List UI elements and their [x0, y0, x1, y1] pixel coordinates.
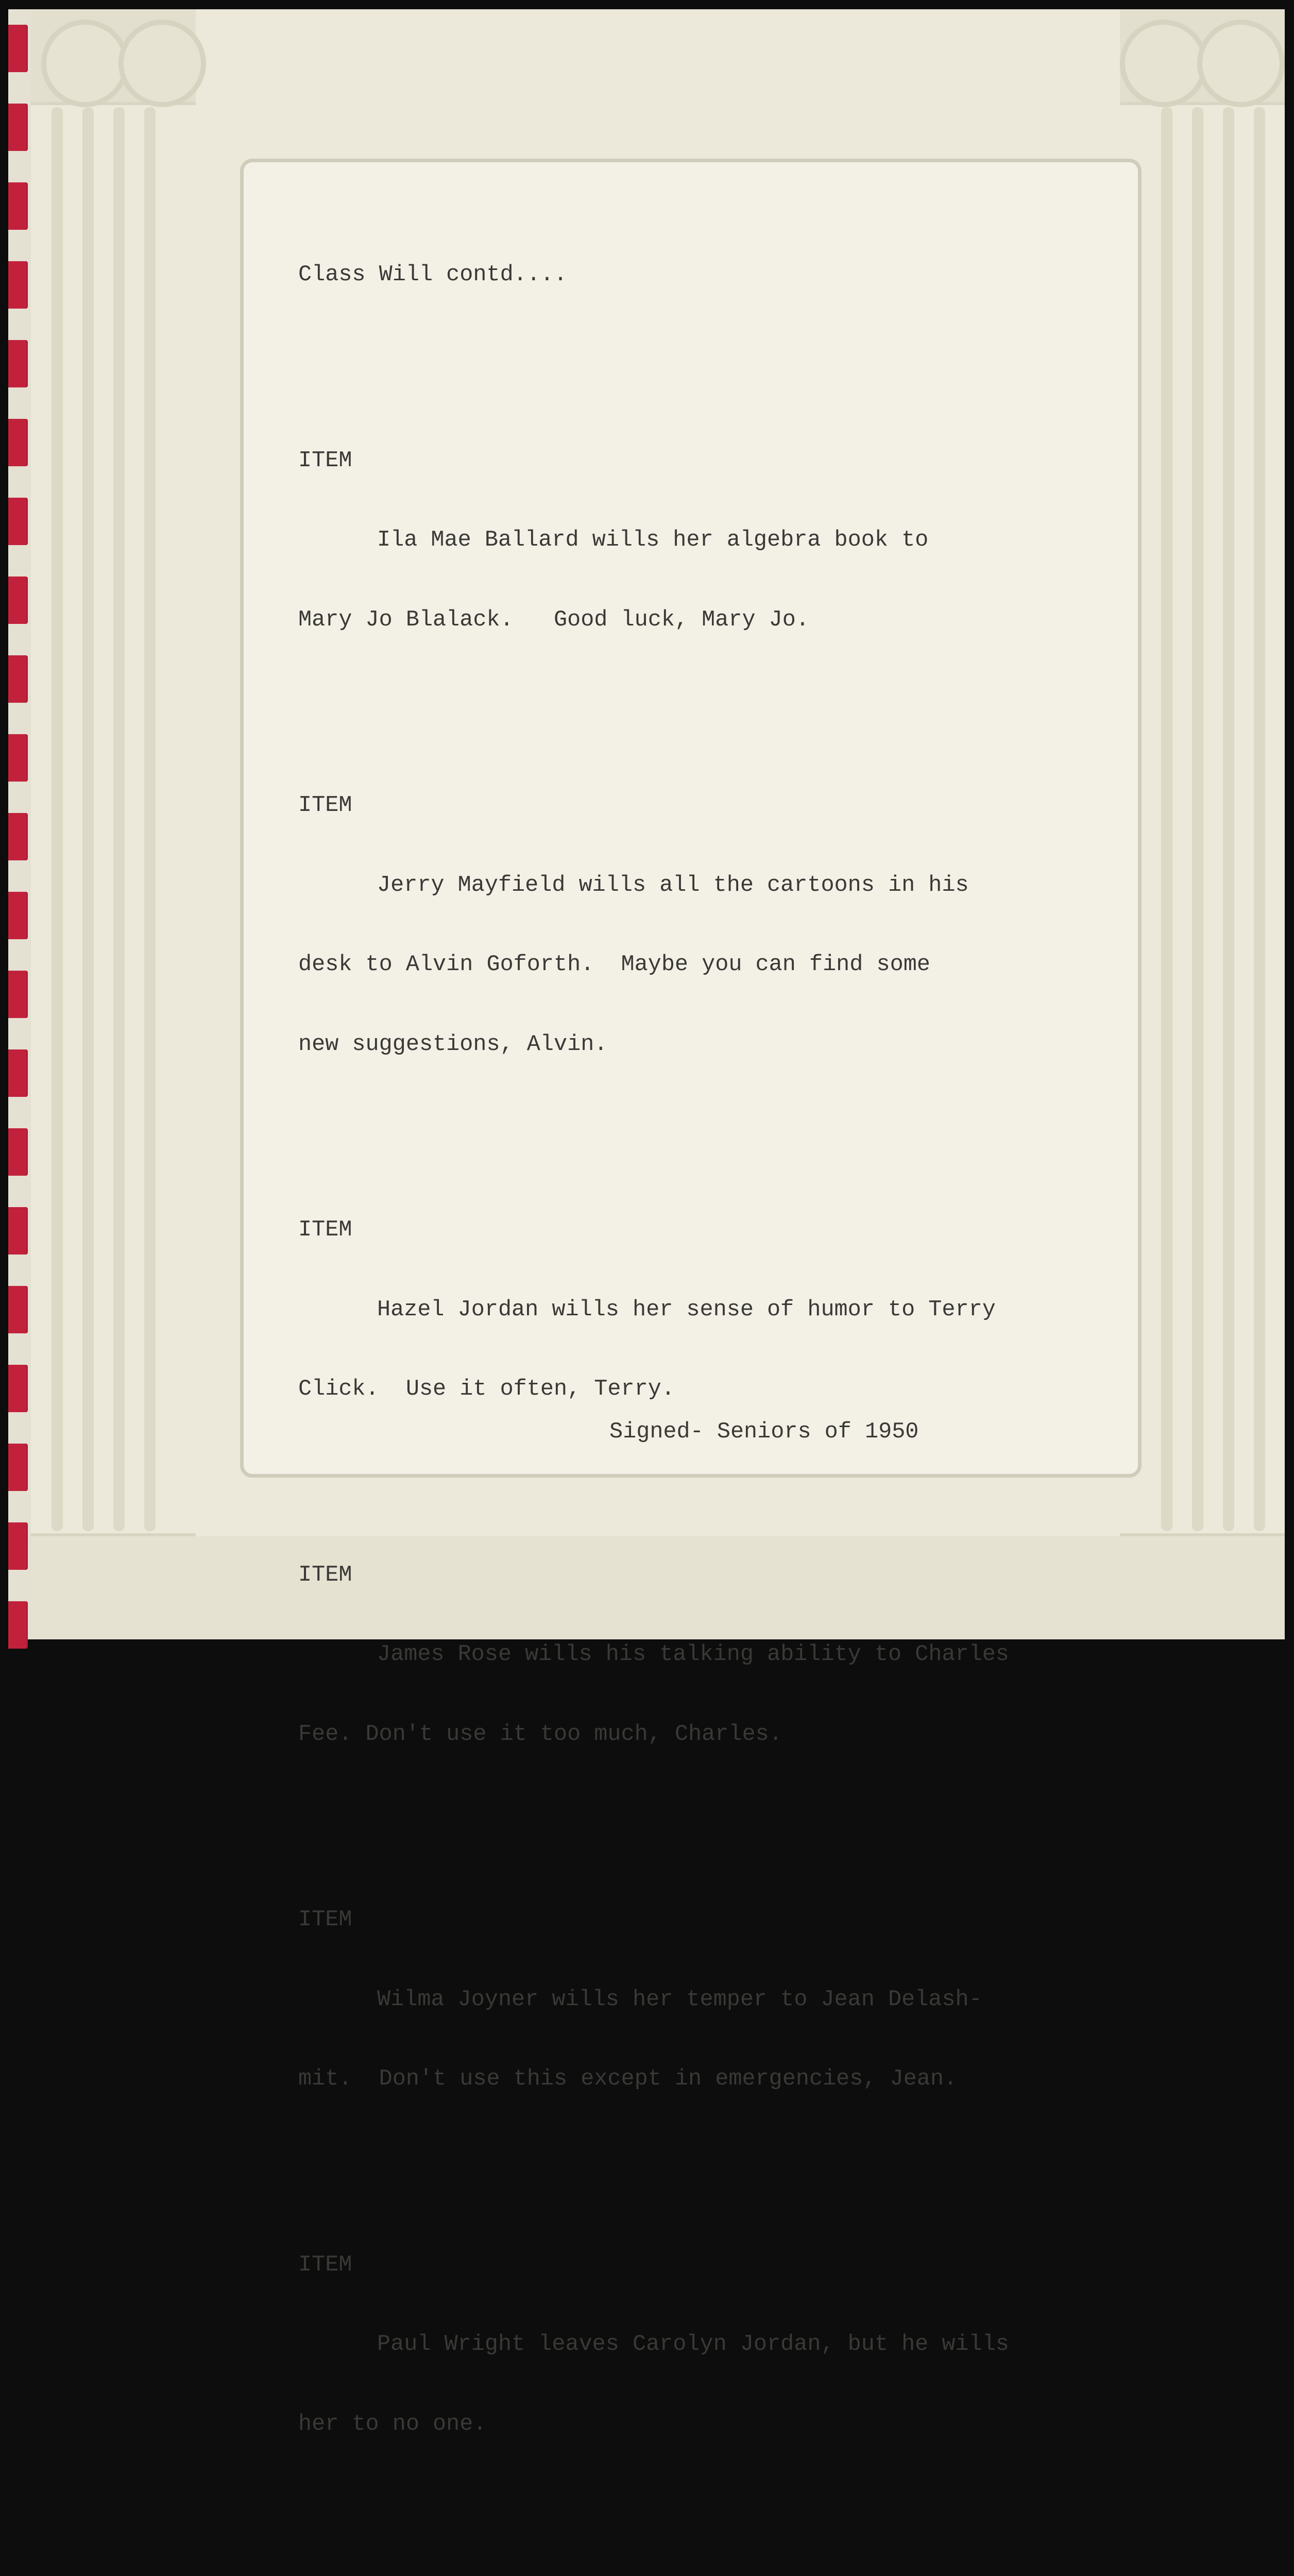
- column-flute: [113, 107, 125, 1531]
- item-heading: ITEM: [298, 2252, 352, 2278]
- signature-line: Signed- Seniors of 1950: [609, 1419, 919, 1445]
- column-flute: [1223, 107, 1234, 1531]
- binding-tab: [8, 498, 28, 545]
- item-line: Click. Use it often, Terry.: [298, 1377, 675, 1402]
- binding-tab: [8, 577, 28, 624]
- column-flute: [52, 107, 63, 1531]
- binding-tab: [8, 1601, 28, 1649]
- item-line: Wilma Joyner wills her temper to Jean Delash-: [377, 1987, 982, 2012]
- typed-text: [298, 209, 1122, 2576]
- yearbook-page: [8, 9, 1285, 2437]
- item-line: Ila Mae Ballard wills her algebra book to: [377, 528, 929, 553]
- item-line: Mary Jo Blalack. Good luck, Mary Jo.: [298, 607, 809, 633]
- binding-tab: [8, 734, 28, 782]
- item-heading: ITEM: [298, 1562, 352, 1588]
- item-heading: ITEM: [298, 1217, 352, 1243]
- binding-tab: [8, 340, 28, 387]
- binding-tab: [8, 1444, 28, 1491]
- binding-tab: [8, 655, 28, 703]
- item-heading: ITEM: [298, 793, 352, 818]
- item-line: her to no one.: [298, 2411, 487, 2437]
- item-line: Fee. Don't use it too much, Charles.: [298, 1721, 782, 1747]
- binding-tab: [8, 1522, 28, 1570]
- column-volute: [118, 20, 206, 107]
- item-line: desk to Alvin Goforth. Maybe you can find some: [298, 952, 930, 977]
- binding-tab: [8, 104, 28, 151]
- column-flute: [144, 107, 156, 1531]
- spiral-binding: [8, 9, 31, 1639]
- binding-tab: [8, 1286, 28, 1333]
- item-heading: ITEM: [298, 1907, 352, 1933]
- binding-tab: [8, 892, 28, 939]
- decorative-column-left: [31, 9, 196, 1639]
- binding-tab: [8, 1207, 28, 1255]
- item-line: Jerry Mayfield wills all the cartoons in his: [377, 872, 969, 898]
- binding-tab: [8, 182, 28, 230]
- item-line: Paul Wright leaves Carolyn Jordan, but he wills: [377, 2332, 1009, 2357]
- column-flute: [1192, 107, 1203, 1531]
- binding-tab: [8, 1128, 28, 1176]
- column-flute: [1161, 107, 1172, 1531]
- binding-tab: [8, 261, 28, 309]
- binding-tab: [8, 419, 28, 466]
- column-volute: [1197, 20, 1285, 107]
- document-title: Class Will contd....: [298, 262, 568, 287]
- binding-tab: [8, 813, 28, 860]
- binding-tab: [8, 1365, 28, 1412]
- item-line: Hazel Jordan wills her sense of humor to Terry: [377, 1297, 996, 1323]
- item-line: James Rose wills his talking ability to Charles: [377, 1642, 1009, 1667]
- item-line: mit. Don't use this except in emergencies, Jean.: [298, 2066, 958, 2092]
- binding-tab: [8, 971, 28, 1018]
- column-flute: [82, 107, 94, 1531]
- typed-panel: [240, 159, 1142, 2437]
- decorative-column-right: [1120, 9, 1285, 1639]
- binding-tab: [8, 25, 28, 72]
- column-flute: [1254, 107, 1265, 1531]
- item-line: new suggestions, Alvin.: [298, 1031, 608, 1057]
- binding-tab: [8, 1049, 28, 1097]
- item-heading: ITEM: [298, 448, 352, 473]
- column-volute: [1120, 20, 1207, 107]
- column-volute: [41, 20, 129, 107]
